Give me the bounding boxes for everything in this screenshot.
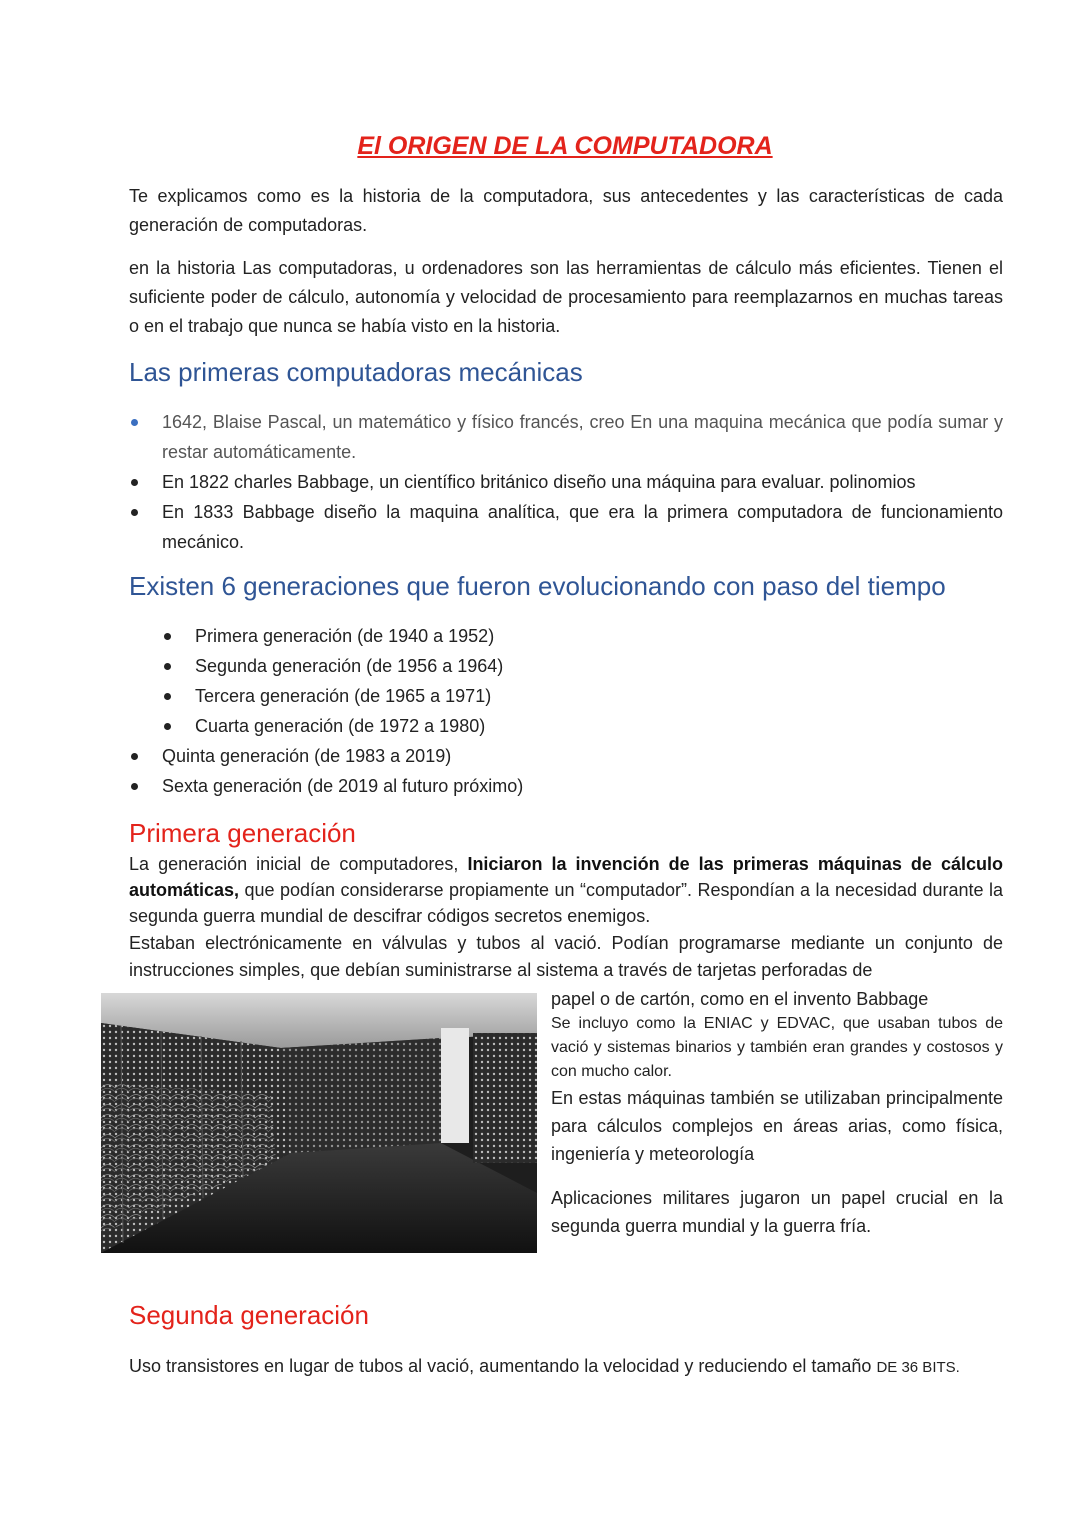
document-title: El ORIGEN DE LA COMPUTADORA [357,132,773,160]
list-item: Quinta generación (de 1983 a 2019) [129,741,729,771]
list-item: Tercera generación (de 1965 a 1971) [162,681,662,711]
list-item: Cuarta generación (de 1972 a 1980) [162,711,662,741]
eniac-photo [101,993,537,1253]
primera-paragraph-4: En estas máquinas también se utilizaban principalmente para cálculos complejos en áreas arias, como física, ingeniería y meteorología [551,1088,1003,1164]
mecanicas-list [129,407,1003,557]
intro-paragraph: Te explicamos como es la historia de la computadora, sus antecedentes y las características de cada generación de computadoras. [129,186,1003,235]
list-item: Sexta generación (de 2019 al futuro próximo) [129,771,729,801]
primera-paragraph-1 [129,851,1003,929]
generaciones-list-indented [162,621,662,741]
heading-primera-generacion: Primera generación [129,818,356,848]
list-item: Primera generación (de 1940 a 1952) [162,621,662,651]
primera-paragraph-5: Aplicaciones militares jugaron un papel crucial en la segunda guerra mundial y la guerra fría. [551,1188,1003,1236]
segunda-paragraph-1 [129,1352,1003,1382]
segunda-p1-small: DE 36 BITS. [876,1359,960,1376]
intro-paragraph-2: en la historia Las computadoras, u ordenadores son las herramientas de cálculo más eficientes. Tienen el suficiente poder de cálculo, autonomía y velocidad de procesamiento para reemplazarnos en muchas tareas o en el trabajo que nunca se había visto en la historia. [129,258,1003,336]
primera-p1-end: que podían considerarse propiamente un “computador”. Respondían a la necesidad durante la segunda guerra mundial de descifrar códigos secretos enemigos. [129,880,1003,926]
list-item: En 1833 Babbage diseño la maquina analítica, que era la primera computadora de funcionamiento mecánico. [129,497,1003,557]
list-item: 1642, Blaise Pascal, un matemático y físico francés, creo En una maquina mecánica que podía sumar y restar automáticamente. [129,407,1003,467]
list-item: En 1822 charles Babbage, un científico británico diseño una máquina para evaluar. polinomios [129,467,1003,497]
heading-segunda-generacion: Segunda generación [129,1300,369,1330]
primera-p2-continuation: papel o de cartón, como en el invento Babbage [551,989,929,1009]
heading-mecanicas: Las primeras computadoras mecánicas [129,357,583,387]
primera-paragraph-2: Estaban electrónicamente en válvulas y tubos al vació. Podían programarse mediante un conjunto de instrucciones simples, que debían suministrarse al sistema a través de tarjetas perforadas de [129,933,1003,980]
generaciones-list [129,741,729,801]
primera-p1-start: La generación inicial de computadores, [129,854,468,874]
primera-p1-bold: Iniciaron la invención de las primeras máquinas de cálculo automáticas, [129,854,1003,900]
list-item: Segunda generación (de 1956 a 1964) [162,651,662,681]
heading-generaciones: Existen 6 generaciones que fueron evolucionando con paso del tiempo [129,571,946,601]
primera-paragraph-3: Se incluyo como la ENIAC y EDVAC, que usaban tubos de vació y sistemas binarios y también eran grandes y costosos y con mucho calor. [551,1015,1003,1080]
segunda-p1-main: Uso transistores en lugar de tubos al vació, aumentando la velocidad y reduciendo el tamaño [129,1356,877,1376]
